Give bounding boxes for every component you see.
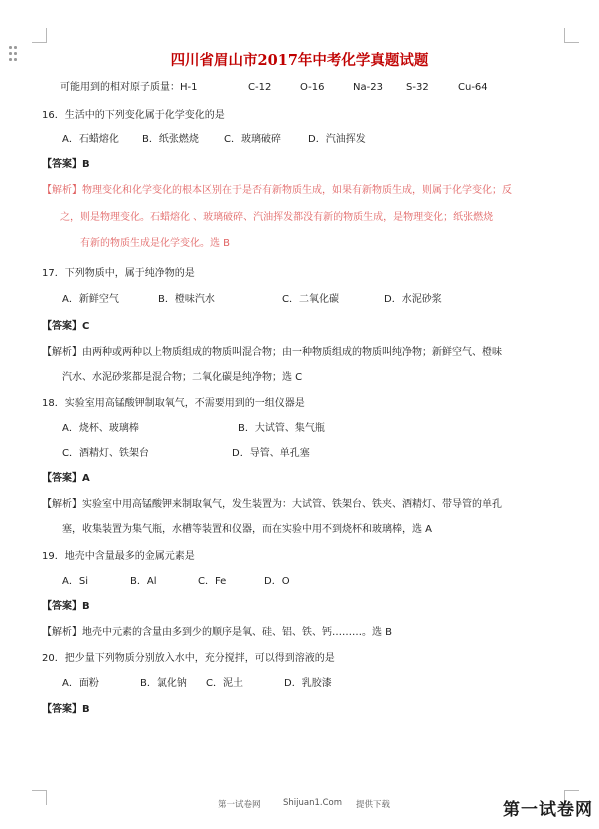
q19-option-a: A．Si — [62, 576, 88, 587]
q17-option-b: B．橙味汽水 — [158, 294, 215, 305]
q16-analysis-line-1: 【解析】物理变化和化学变化的根本区别在于是否有新物质生成，如果有新物质生成，则属于化学变化；反 — [42, 185, 512, 196]
q20-answer: 【答案】B — [42, 704, 90, 715]
mass-s: S-32 — [406, 82, 429, 93]
q18-option-d: D．导管、单孔塞 — [232, 448, 310, 459]
q18-analysis-line-2: 塞，收集装置为集气瓶，水槽等装置和仪器，而在实验中用不到烧杯和玻璃棒，选 A — [62, 524, 433, 535]
q20-option-b: B．氯化钠 — [140, 678, 187, 689]
q19-answer: 【答案】B — [42, 601, 90, 612]
q17-analysis-line-2: 汽水、水泥砂浆都是混合物；二氧化碳是纯净物；选 C — [62, 372, 303, 383]
q19-option-d: D．O — [264, 576, 290, 587]
q19-option-b: B．Al — [130, 576, 157, 587]
crop-mark-top-right — [564, 28, 579, 43]
crop-mark-bottom-left — [32, 790, 47, 805]
mass-h: 可能用到的相对原子质量：H-1 — [60, 82, 198, 93]
q20-option-d: D．乳胶漆 — [284, 678, 332, 689]
q18-option-b: B．大试管、集气瓶 — [238, 423, 325, 434]
q16-analysis-line-2: 之，则是物理变化。石蜡熔化 、玻璃破碎、汽油挥发都没有新的物质生成，是物理变化；纸张燃烧 — [60, 212, 494, 223]
q19-option-c: C．Fe — [198, 576, 227, 587]
q17-option-d: D．水泥砂浆 — [384, 294, 442, 305]
mass-c: C-12 — [248, 82, 272, 93]
q20-option-c: C．泥土 — [206, 678, 243, 689]
footer-site-name: 第一试卷网 — [218, 800, 261, 810]
q16-option-c: C．玻璃破碎 — [224, 134, 281, 145]
question-20-stem: 20．把少量下列物质分别放入水中，充分搅拌，可以得到溶液的是 — [42, 653, 335, 664]
mass-cu: Cu-64 — [458, 82, 488, 93]
q17-option-c: C．二氧化碳 — [282, 294, 339, 305]
q16-option-a: A．石蜡熔化 — [62, 134, 119, 145]
q16-analysis-line-3: 有新的物质生成是化学变化。选 B — [80, 238, 231, 249]
footer-site-url[interactable]: Shijuan1.Com — [283, 798, 343, 808]
q19-analysis-line-1: 【解析】地壳中元素的含量由多到少的顺序是氧、硅、铝、铁、钙………。选 B — [42, 627, 393, 638]
q16-option-d: D．汽油挥发 — [308, 134, 366, 145]
question-18-stem: 18．实验室用高锰酸钾制取氧气，不需要用到的一组仪器是 — [42, 398, 305, 409]
mass-o: O-16 — [300, 82, 325, 93]
crop-mark-top-left — [32, 28, 47, 43]
q18-option-a: A．烧杯、玻璃棒 — [62, 423, 139, 434]
document-title: 四川省眉山市2017年中考化学真题试题 — [170, 52, 429, 69]
q20-option-a: A．面粉 — [62, 678, 99, 689]
q17-analysis-line-1: 【解析】由两种或两种以上物质组成的物质叫混合物；由一种物质组成的物质叫纯净物；新鲜空气、橙味 — [42, 347, 502, 358]
q18-analysis-line-1: 【解析】实验室中用高锰酸钾来制取氧气，发生装置为：大试管、铁架台、铁夹、酒精灯、带导管的单孔 — [42, 499, 502, 510]
watermark-logo: 第一试卷网 — [503, 800, 593, 820]
question-17-stem: 17．下列物质中，属于纯净物的是 — [42, 268, 195, 279]
q18-option-c: C．酒精灯、铁架台 — [62, 448, 149, 459]
footer-download-note: 提供下载 — [356, 800, 391, 810]
q17-option-a: A．新鲜空气 — [62, 294, 119, 305]
question-16-stem: 16．生活中的下列变化属于化学变化的是 — [42, 110, 225, 121]
q17-answer: 【答案】C — [42, 321, 90, 332]
q18-answer: 【答案】A — [42, 473, 90, 484]
q16-answer: 【答案】B — [42, 159, 90, 170]
mass-na: Na-23 — [353, 82, 383, 93]
q16-option-b: B．纸张燃烧 — [142, 134, 199, 145]
question-19-stem: 19．地壳中含量最多的金属元素是 — [42, 551, 195, 562]
